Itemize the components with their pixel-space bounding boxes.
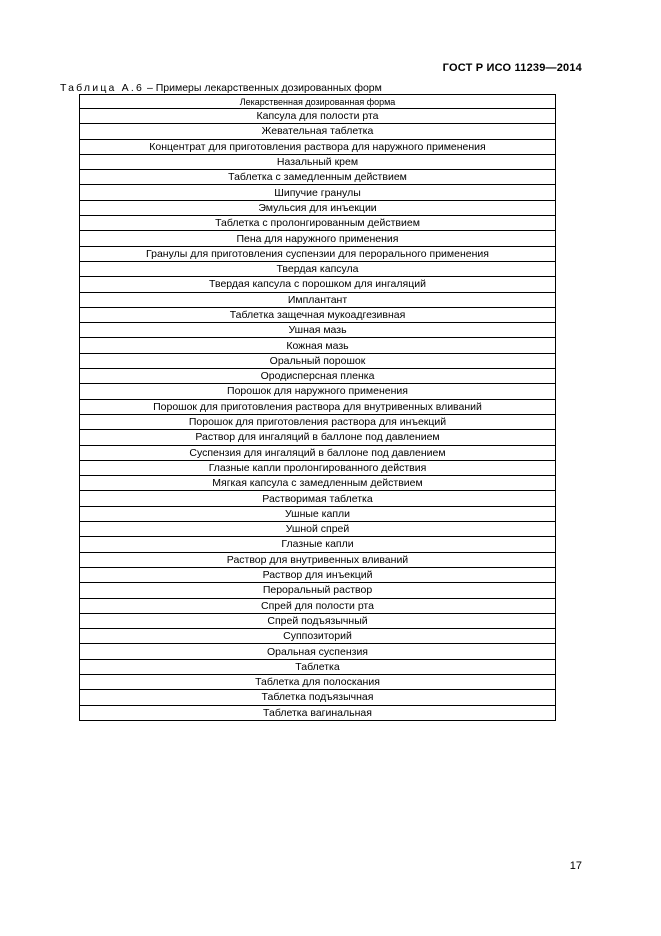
table-cell: Порошок для приготовления раствора для внутривенных вливаний: [80, 399, 556, 414]
table-cell: Суппозиторий: [80, 629, 556, 644]
table-cell: Пена для наружного применения: [80, 231, 556, 246]
table-row: [80, 170, 556, 185]
table-row: [80, 460, 556, 475]
table-cell: Кожная мазь: [80, 338, 556, 353]
column-header: Лекарственная дозированная форма: [80, 95, 556, 109]
table-header-row: [80, 95, 556, 109]
table-cell: Таблетка с пролонгированным действием: [80, 216, 556, 231]
table-row: [80, 216, 556, 231]
table-cell: Раствор для инъекций: [80, 567, 556, 582]
table-row: [80, 476, 556, 491]
table-row: [80, 399, 556, 414]
table-caption: [60, 82, 382, 94]
table-row: [80, 139, 556, 154]
table-cell: Оральный порошок: [80, 353, 556, 368]
table-row: [80, 430, 556, 445]
table-row: [80, 231, 556, 246]
standard-header: ГОСТ Р ИСО 11239—2014: [442, 62, 582, 74]
table-cell: Таблетка для полоскания: [80, 674, 556, 689]
table-cell: Раствор для ингаляций в баллоне под давлением: [80, 430, 556, 445]
table-caption-dash: –: [146, 82, 153, 94]
table-cell: Гранулы для приготовления суспензии для перорального применения: [80, 246, 556, 261]
table-cell: Таблетка подъязычная: [80, 690, 556, 705]
table-row: [80, 414, 556, 429]
table-cell: Суспензия для ингаляций в баллоне под давлением: [80, 445, 556, 460]
table-row: [80, 598, 556, 613]
table-cell: Глазные капли: [80, 537, 556, 552]
table-cell: Шипучие гранулы: [80, 185, 556, 200]
table-row: [80, 109, 556, 124]
table-cell: Ушная мазь: [80, 323, 556, 338]
table-cell: Капсула для полости рта: [80, 109, 556, 124]
table-row: [80, 445, 556, 460]
table-row: [80, 200, 556, 215]
table-row: [80, 124, 556, 139]
table-cell: Мягкая капсула с замедленным действием: [80, 476, 556, 491]
table-row: [80, 506, 556, 521]
table-row: [80, 353, 556, 368]
table-row: [80, 690, 556, 705]
table-row: [80, 154, 556, 169]
table-body: [80, 109, 556, 721]
table-row: [80, 644, 556, 659]
table-row: [80, 522, 556, 537]
table-row: [80, 323, 556, 338]
table-cell: Твердая капсула: [80, 261, 556, 276]
table-row: [80, 369, 556, 384]
table-cell: Назальный крем: [80, 154, 556, 169]
dosage-forms-table: [79, 94, 556, 721]
table-row: [80, 537, 556, 552]
table-row: [80, 491, 556, 506]
table-cell: Ородисперсная пленка: [80, 369, 556, 384]
table-cell: Таблетка вагинальная: [80, 705, 556, 720]
table-row: [80, 185, 556, 200]
table-cell: Жевательная таблетка: [80, 124, 556, 139]
table-row: [80, 277, 556, 292]
table-cell: Спрей подъязычный: [80, 613, 556, 628]
table-cell: Раствор для внутривенных вливаний: [80, 552, 556, 567]
table-cell: Глазные капли пролонгированного действия: [80, 460, 556, 475]
page-number: 17: [569, 860, 582, 872]
table-cell: Пероральный раствор: [80, 583, 556, 598]
table-cell: Растворимая таблетка: [80, 491, 556, 506]
table-cell: Порошок для приготовления раствора для инъекций: [80, 414, 556, 429]
table-row: [80, 552, 556, 567]
table-caption-text: Примеры лекарственных дозированных форм: [155, 82, 382, 94]
table-cell: Концентрат для приготовления раствора для наружного применения: [80, 139, 556, 154]
table-row: [80, 674, 556, 689]
table-row: [80, 261, 556, 276]
table-row: [80, 292, 556, 307]
table-cell: Ушные капли: [80, 506, 556, 521]
table-row: [80, 705, 556, 720]
table-cell: Оральная суспензия: [80, 644, 556, 659]
table-caption-label: Таблица А.6: [60, 82, 145, 94]
table-cell: Порошок для наружного применения: [80, 384, 556, 399]
table-row: [80, 583, 556, 598]
table-row: [80, 567, 556, 582]
table-row: [80, 338, 556, 353]
table-row: [80, 384, 556, 399]
table-cell: Твердая капсула с порошком для ингаляций: [80, 277, 556, 292]
table-cell: Таблетка защечная мукоадгезивная: [80, 307, 556, 322]
table-cell: Таблетка: [80, 659, 556, 674]
table-cell: Имплантант: [80, 292, 556, 307]
table-cell: Таблетка с замедленным действием: [80, 170, 556, 185]
table-row: [80, 659, 556, 674]
table-row: [80, 246, 556, 261]
table-cell: Ушной спрей: [80, 522, 556, 537]
table-row: [80, 613, 556, 628]
table-cell: Спрей для полости рта: [80, 598, 556, 613]
table-cell: Эмульсия для инъекции: [80, 200, 556, 215]
table-row: [80, 629, 556, 644]
table-row: [80, 307, 556, 322]
